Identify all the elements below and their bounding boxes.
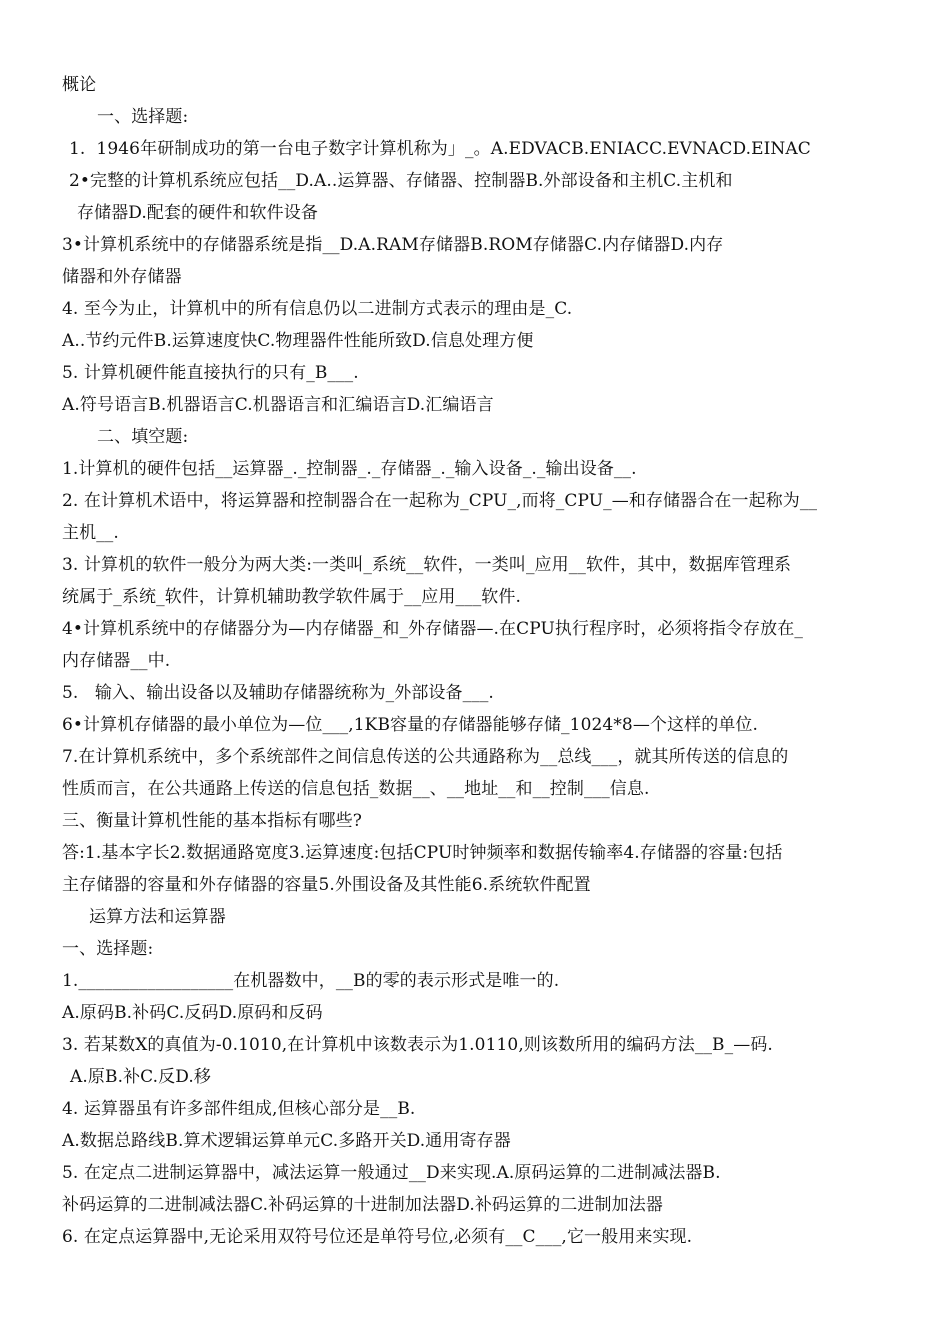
question-line: A.数据总路线B.算术逻辑运算单元C.多路开关D.通用寄存器 — [62, 1131, 511, 1151]
question-line: 1.__________________在机器数中，__B的零的表示形式是唯一的. — [62, 971, 560, 991]
question-line: 存储器D.配套的硬件和软件设备 — [77, 203, 318, 223]
question-line: 统属于_系统_软件，计算机辅助教学软件属于__应用___软件. — [62, 587, 522, 607]
answer-line: 主存储器的容量和外存储器的容量5.外围设备及其性能6.系统软件配置 — [62, 875, 591, 895]
question-line: 7.在计算机系统中，多个系统部件之间信息传送的公共通路称为__总线___，就其所传送的信息的 — [62, 747, 789, 767]
subsection-heading: 一、选择题: — [97, 107, 189, 127]
question-line: 3. 若某数X的真值为-0.1010,在计算机中该数表示为1.0110,则该数所用的编码方法__B_—码. — [62, 1035, 773, 1055]
question-line: 1. 1946年研制成功的第一台电子数字计算机称为」_。A.EDVACB.ENIACC.EVNACD.EINAC — [69, 139, 811, 159]
question-line: 主机__. — [62, 523, 119, 543]
question-line: 4. 运算器虽有许多部件组成,但核心部分是__B. — [62, 1099, 416, 1119]
question-line: A..节约元件B.运算速度快C.物理器件性能所致D.信息处理方便 — [62, 331, 534, 351]
question-line: 性质而言，在公共通路上传送的信息包括_数据__、__地址__和__控制___信息. — [62, 779, 650, 799]
question-line: 5. 在定点二进制运算器中，减法运算一般通过__D来实现.A.原码运算的二进制减法器B. — [62, 1163, 721, 1183]
question-line: 4•计算机系统中的存储器分为—内存储器_和_外存储器—.在CPU执行程序时，必须将指令存放在_ — [62, 619, 803, 639]
question-line: 3•计算机系统中的存储器系统是指__D.A.RAM存储器B.ROM存储器C.内存储器D.内存 — [62, 235, 724, 255]
question-line: 4. 至今为止，计算机中的所有信息仍以二进制方式表示的理由是_C. — [62, 299, 573, 319]
question-line: 3. 计算机的软件一般分为两大类:一类叫_系统__软件，一类叫_应用__软件，其中，数据库管理系 — [62, 555, 792, 575]
section-title: 概论 — [62, 75, 97, 95]
question-line: A.原B.补C.反D.移 — [70, 1067, 212, 1087]
subsection-heading: 二、填空题: — [97, 427, 189, 447]
question-line: A.原码B.补码C.反码D.原码和反码 — [62, 1003, 323, 1023]
question-line: 储器和外存储器 — [62, 267, 182, 287]
answer-line: 答:1.基本字长2.数据通路宽度3.运算速度:包括CPU时钟频率和数据传输率4.存储器的容量:包括 — [62, 843, 783, 863]
subsection-heading: 三、衡量计算机性能的基本指标有哪些? — [62, 811, 362, 831]
question-line: 5. 计算机硬件能直接执行的只有_B___. — [62, 363, 359, 383]
question-line: 2•完整的计算机系统应包括__D.A..运算器、存储器、控制器B.外部设备和主机C.主机和 — [69, 171, 733, 191]
question-line: 5. 输入、输出设备以及辅助存储器统称为_外部设备___. — [62, 683, 494, 703]
question-line: 2. 在计算机术语中，将运算器和控制器合在一起称为_CPU_,而将_CPU_—和存储器合在一起称为__ — [62, 491, 818, 511]
question-line: 补码运算的二进制减法器C.补码运算的十进制加法器D.补码运算的二进制加法器 — [62, 1195, 663, 1215]
question-line: A.符号语言B.机器语言C.机器语言和汇编语言D.汇编语言 — [62, 395, 494, 415]
question-line: 6. 在定点运算器中,无论采用双符号位还是单符号位,必须有__C___,它一般用来实现. — [62, 1227, 693, 1247]
question-line: 1.计算机的硬件包括__运算器_._控制器_._存储器_._输入设备_._输出设备__. — [62, 459, 637, 479]
subsection-heading: 一、选择题: — [62, 939, 154, 959]
question-line: 6•计算机存储器的最小单位为—位___,1KB容量的存储器能够存储_1024*8—个这样的单位. — [62, 715, 759, 735]
question-line: 内存储器__中. — [62, 651, 171, 671]
section-title: 运算方法和运算器 — [89, 907, 226, 927]
